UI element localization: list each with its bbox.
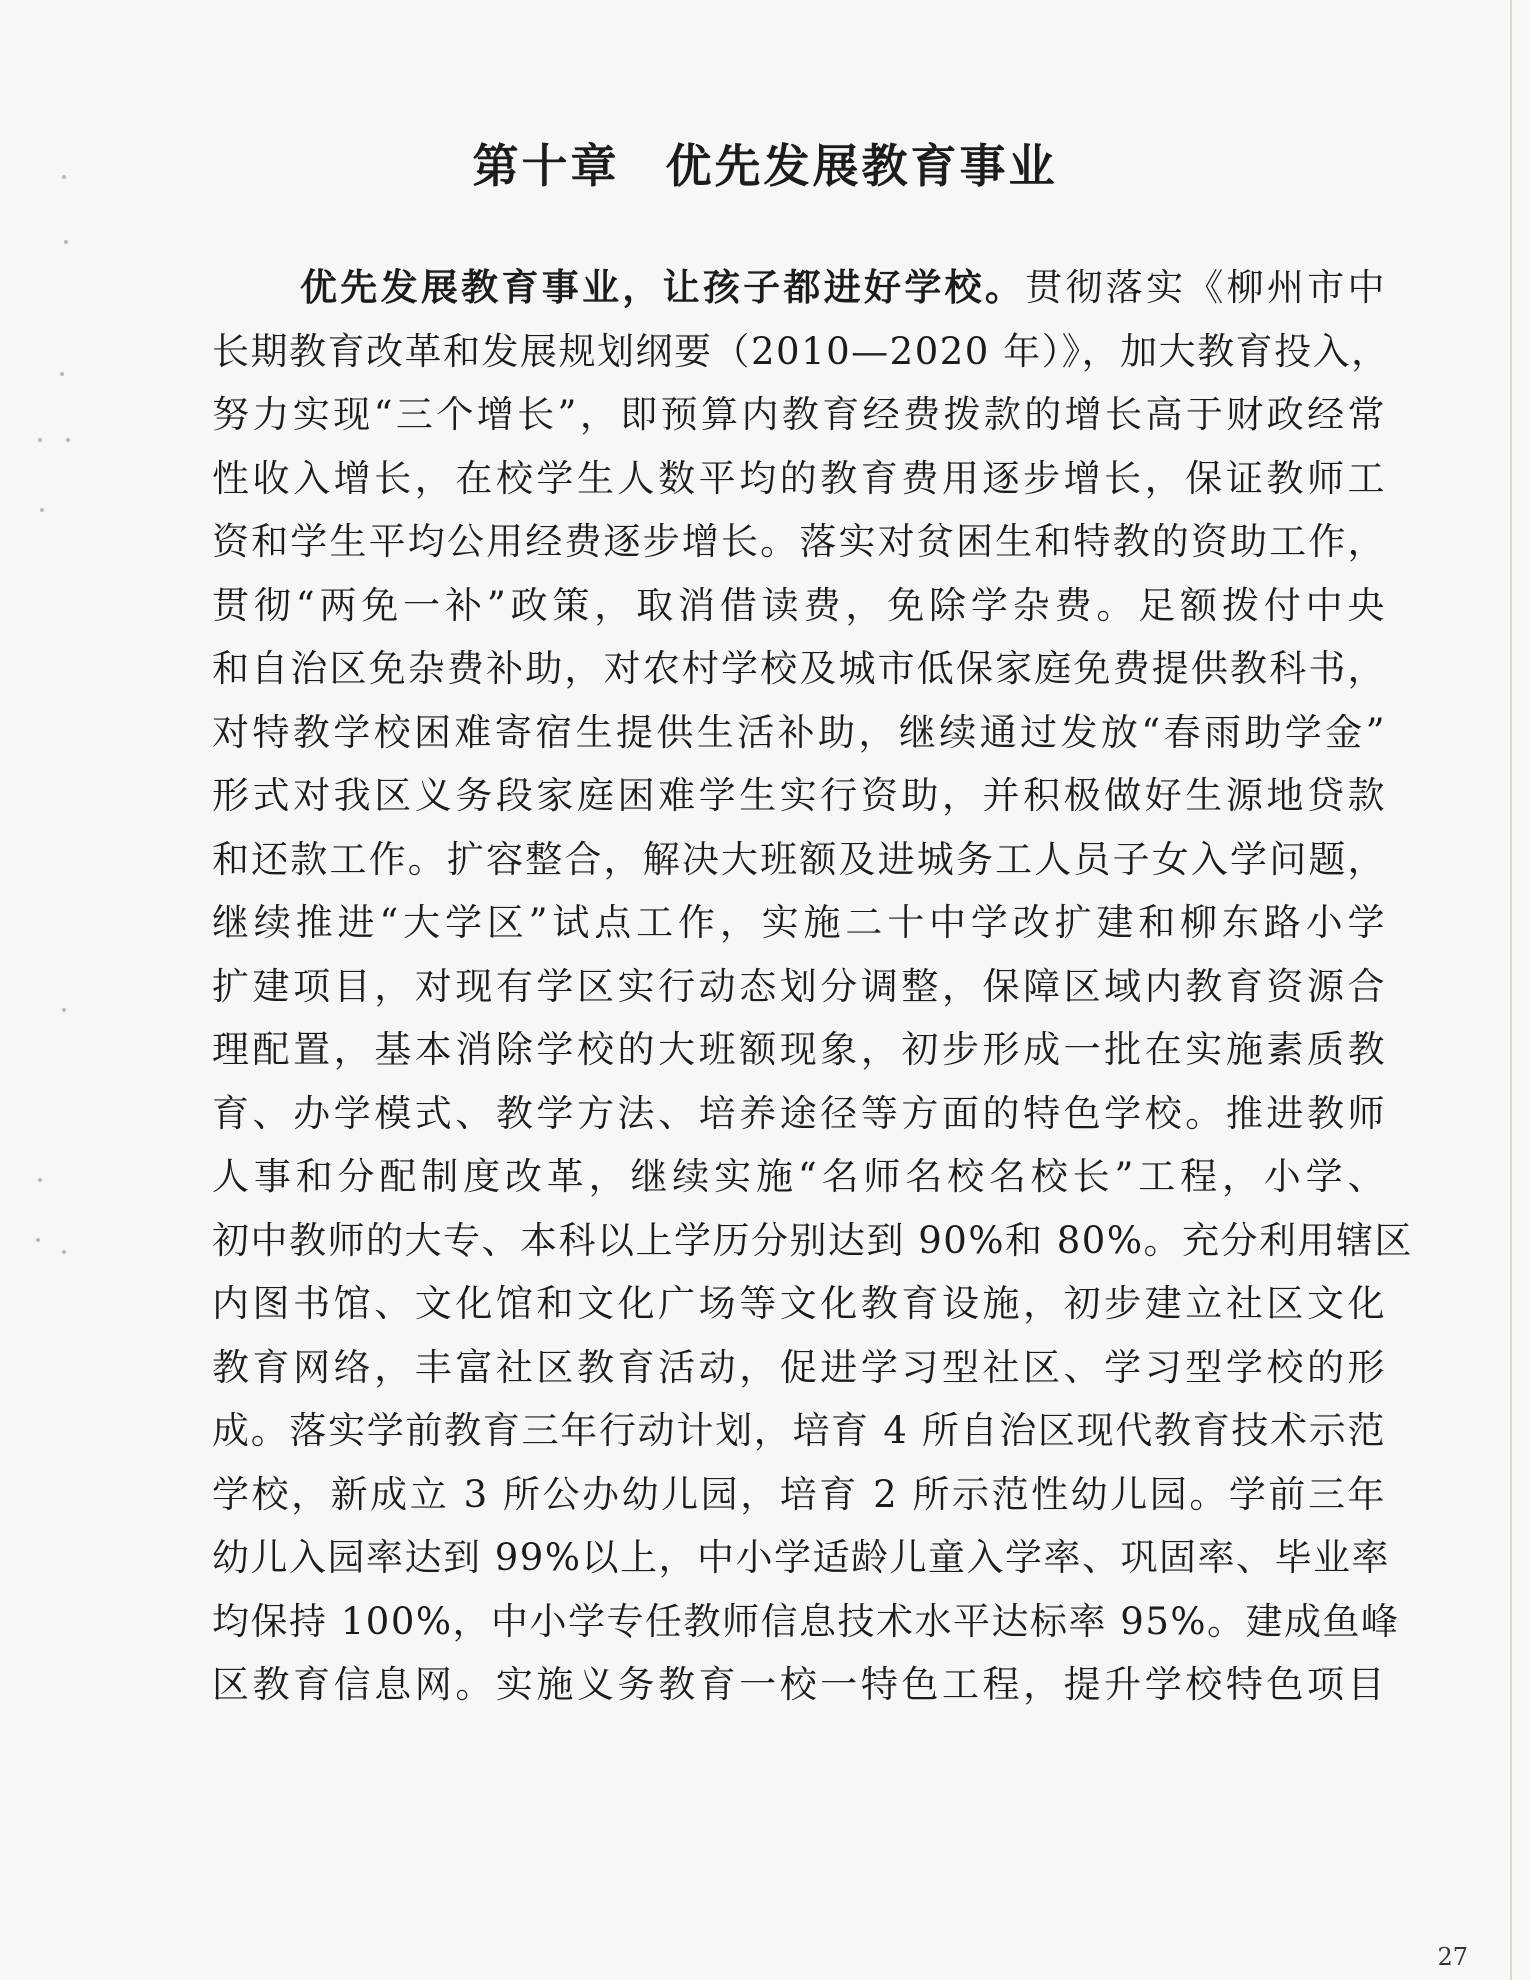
chapter-title: 优先发展教育事业 <box>665 139 1058 193</box>
paragraph-line: 理配置，基本消除学校的大班额现象，初步形成一批在实施素质教 <box>212 1028 1386 1071</box>
paragraph-line: 优先发展教育事业，让孩子都进好学校。贯彻落实《柳州市中 <box>300 266 1387 309</box>
paragraph-line: 长期教育改革和发展规划纲要（2010—2020 年）》，加大教育投入， <box>212 329 1390 373</box>
paragraph-line: 贯彻“两免一补”政策，取消借读费，免除学杂费。足额拨付中央 <box>212 583 1386 627</box>
paragraph-line: 教育网络，丰富社区教育活动，促进学习型社区、学习型学校的形 <box>212 1345 1386 1389</box>
paragraph-line: 成。落实学前教育三年行动计划，培育 4 所自治区现代教育技术示范 <box>212 1409 1386 1452</box>
paragraph-line: 幼儿入园率达到 99%以上，中小学适龄儿童入学率、巩固率、毕业率 <box>212 1536 1390 1579</box>
paragraph-line: 形式对我区义务段家庭困难学生实行资助，并积极做好生源地贷款 <box>212 774 1386 817</box>
paragraph-line: 育、办学模式、教学方法、培养途径等方面的特色学校。推进教师 <box>212 1091 1386 1135</box>
punch-hole <box>60 372 64 376</box>
paragraph-line: 资和学生平均公用经费逐步增长。落实对贫困生和特教的资助工作， <box>212 520 1386 563</box>
paragraph-line: 学校，新成立 3 所公办幼儿园，培育 2 所示范性幼儿园。学前三年 <box>212 1472 1386 1516</box>
punch-hole <box>62 1008 66 1012</box>
paragraph-line: 继续推进“大学区”试点工作，实施二十中学改扩建和柳东路小学 <box>212 901 1386 944</box>
paragraph-line: 努力实现“三个增长”，即预算内教育经费拨款的增长高于财政经常 <box>212 393 1386 436</box>
body-paragraph <box>212 256 1413 1717</box>
punch-hole <box>38 1178 42 1182</box>
paragraph-line: 性收入增长，在校学生人数平均的教育费用逐步增长，保证教师工 <box>212 456 1386 500</box>
paragraph-line: 均保持 100%，中小学专任教师信息技术水平达标率 95%。建成鱼峰 <box>212 1599 1400 1643</box>
paragraph-line: 内图书馆、文化馆和文化广场等文化教育设施，初步建立社区文化 <box>212 1282 1386 1325</box>
page-number: 27 <box>1437 1943 1468 1971</box>
paragraph-line: 人事和分配制度改革，继续实施“名师名校名校长”工程，小学、 <box>212 1155 1386 1198</box>
chapter-number: 第十章 <box>472 139 620 193</box>
paragraph-line: 扩建项目，对现有学区实行动态划分调整，保障区域内教育资源合 <box>212 964 1386 1008</box>
lead-sentence: 优先发展教育事业，让孩子都进好学校。 <box>300 266 1026 309</box>
paragraph-line: 和自治区免杂费补助，对农村学校及城市低保家庭免费提供教科书， <box>212 647 1386 690</box>
punch-hole <box>40 508 44 512</box>
punch-hole <box>62 1250 66 1254</box>
paragraph-line: 对特教学校困难寄宿生提供生活补助，继续通过发放“春雨助学金” <box>212 710 1386 754</box>
punch-hole <box>36 1238 40 1242</box>
paragraph-line: 区教育信息网。实施义务教育一校一特色工程，提升学校特色项目 <box>212 1663 1386 1706</box>
punch-hole <box>66 438 70 442</box>
chapter-heading <box>0 130 1530 196</box>
paragraph-line: 和还款工作。扩容整合，解决大班额及进城务工人员子女入学问题， <box>212 837 1386 881</box>
scan-edge <box>1510 0 1512 1980</box>
punch-hole <box>64 240 68 244</box>
paragraph-line: 初中教师的大专、本科以上学历分别达到 90%和 80%。充分利用辖区 <box>212 1218 1413 1262</box>
punch-hole <box>38 438 42 442</box>
